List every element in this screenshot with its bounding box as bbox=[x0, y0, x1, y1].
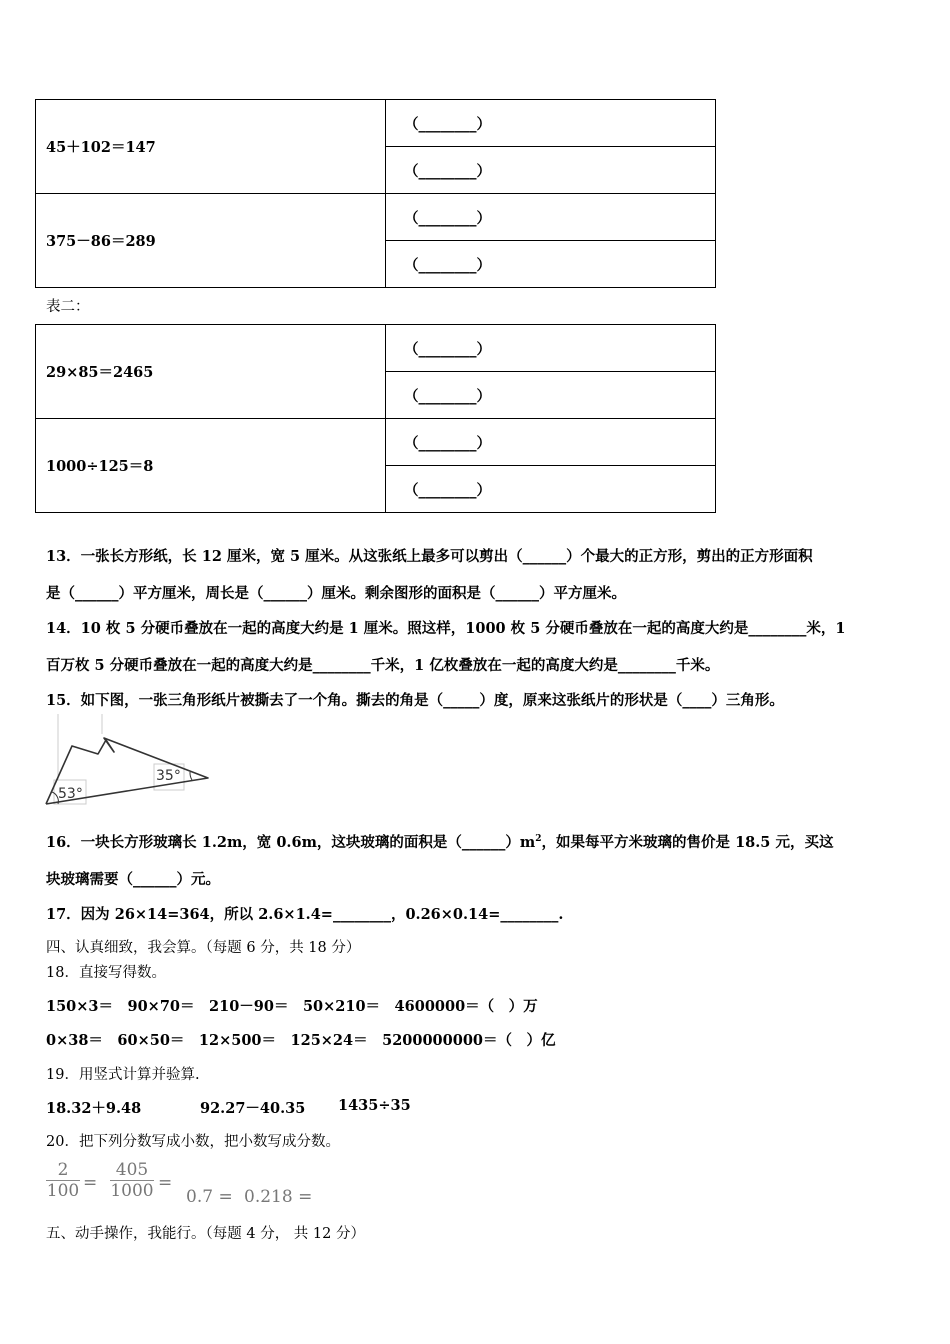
question-19-item-2: 92.27－40.35 bbox=[200, 1100, 306, 1117]
answer-blank[interactable]: （________） bbox=[386, 466, 716, 513]
square-superscript: 2 bbox=[535, 834, 542, 845]
question-19-title: 19．用竖式计算并验算. bbox=[46, 1067, 200, 1083]
equation-table-1 bbox=[35, 99, 716, 288]
decimal-0-7: 0.7 = bbox=[186, 1187, 233, 1207]
torn-triangle-figure bbox=[40, 714, 220, 814]
table-2-caption: 表二： bbox=[46, 299, 90, 315]
answer-blank[interactable]: （________） bbox=[386, 419, 716, 466]
question-16-line-1 bbox=[46, 831, 833, 852]
fraction-2-over-100 bbox=[46, 1160, 80, 1201]
angle-arc-right bbox=[190, 772, 192, 780]
angle-label-35: 35° bbox=[156, 768, 181, 784]
question-18-title: 18．直接写得数。 bbox=[46, 965, 166, 981]
answer-blank[interactable]: （________） bbox=[386, 147, 716, 194]
fraction-denominator: 100 bbox=[46, 1181, 80, 1201]
table-cell-equation: 375－86＝289 bbox=[36, 194, 386, 288]
answer-blank[interactable]: （________） bbox=[386, 325, 716, 372]
fraction-405-over-1000 bbox=[110, 1160, 154, 1201]
question-18-row-2: 0×38＝ 60×50＝ 12×500＝ 125×24＝ 5200000000＝（ ）亿 bbox=[46, 1032, 556, 1049]
table-cell-equation: 1000÷125＝8 bbox=[36, 419, 386, 513]
answer-blank[interactable]: （________） bbox=[386, 372, 716, 419]
question-13-line-1: 13．一张长方形纸，长 12 厘米，宽 5 厘米。从这张纸上最多可以剪出（______）个最大的正方形，剪出的正方形面积 bbox=[46, 548, 813, 565]
question-16-line-2: 块玻璃需要（______）元。 bbox=[46, 871, 220, 888]
answer-blank[interactable]: （________） bbox=[386, 241, 716, 288]
answer-blank[interactable]: （________） bbox=[386, 194, 716, 241]
question-16-text-b: ，如果每平方米玻璃的售价是 18.5 元，买这 bbox=[541, 834, 834, 851]
question-17-line-1: 17．因为 26×14=364，所以 2.6×1.4=________，0.26×0.14=________. bbox=[46, 906, 564, 923]
question-19-item-3: 1435÷35 bbox=[338, 1097, 411, 1114]
equals-sign: = bbox=[158, 1173, 173, 1193]
section-4-title: 四、认真细致，我会算。（每题 6 分，共 18 分） bbox=[46, 940, 361, 956]
question-15-line-1: 15．如下图，一张三角形纸片被撕去了一个角。撕去的角是（_____）度，原来这张纸片的形状是（____）三角形。 bbox=[46, 692, 784, 709]
fraction-numerator: 405 bbox=[115, 1160, 149, 1180]
table-cell-equation: 29×85＝2465 bbox=[36, 325, 386, 419]
question-13-line-2: 是（______）平方厘米，周长是（______）厘米。剩余图形的面积是（______）平方厘米。 bbox=[46, 585, 626, 602]
question-14-line-2: 百万枚 5 分硬币叠放在一起的高度大约是________千米，1 亿枚叠放在一起的高度大约是________千米。 bbox=[46, 657, 720, 674]
equals-sign: = bbox=[83, 1173, 98, 1193]
section-5-title: 五、动手操作，我能行。（每题 4 分， 共 12 分） bbox=[46, 1226, 365, 1242]
question-18-row-1: 150×3＝ 90×70＝ 210－90＝ 50×210＝ 4600000＝（ ）万 bbox=[46, 998, 538, 1015]
equation-table-2 bbox=[35, 324, 716, 513]
table-cell-equation: 45＋102＝147 bbox=[36, 100, 386, 194]
decimal-0-218: 0.218 = bbox=[244, 1187, 313, 1207]
fraction-numerator: 2 bbox=[57, 1160, 69, 1180]
question-16-text-a: 16．一块长方形玻璃长 1.2m，宽 0.6m，这块玻璃的面积是（______）m bbox=[46, 834, 536, 851]
question-19-item-1: 18.32＋9.48 bbox=[46, 1100, 142, 1117]
fraction-denominator: 1000 bbox=[110, 1181, 154, 1201]
angle-label-53: 53° bbox=[58, 786, 83, 802]
question-20-title: 20．把下列分数写成小数，把小数写成分数。 bbox=[46, 1134, 340, 1150]
answer-blank[interactable]: （________） bbox=[386, 100, 716, 147]
question-14-line-1: 14．10 枚 5 分硬币叠放在一起的高度大约是 1 厘米。照这样，1000 枚 5 分硬币叠放在一起的高度大约是________米，1 bbox=[46, 620, 846, 637]
